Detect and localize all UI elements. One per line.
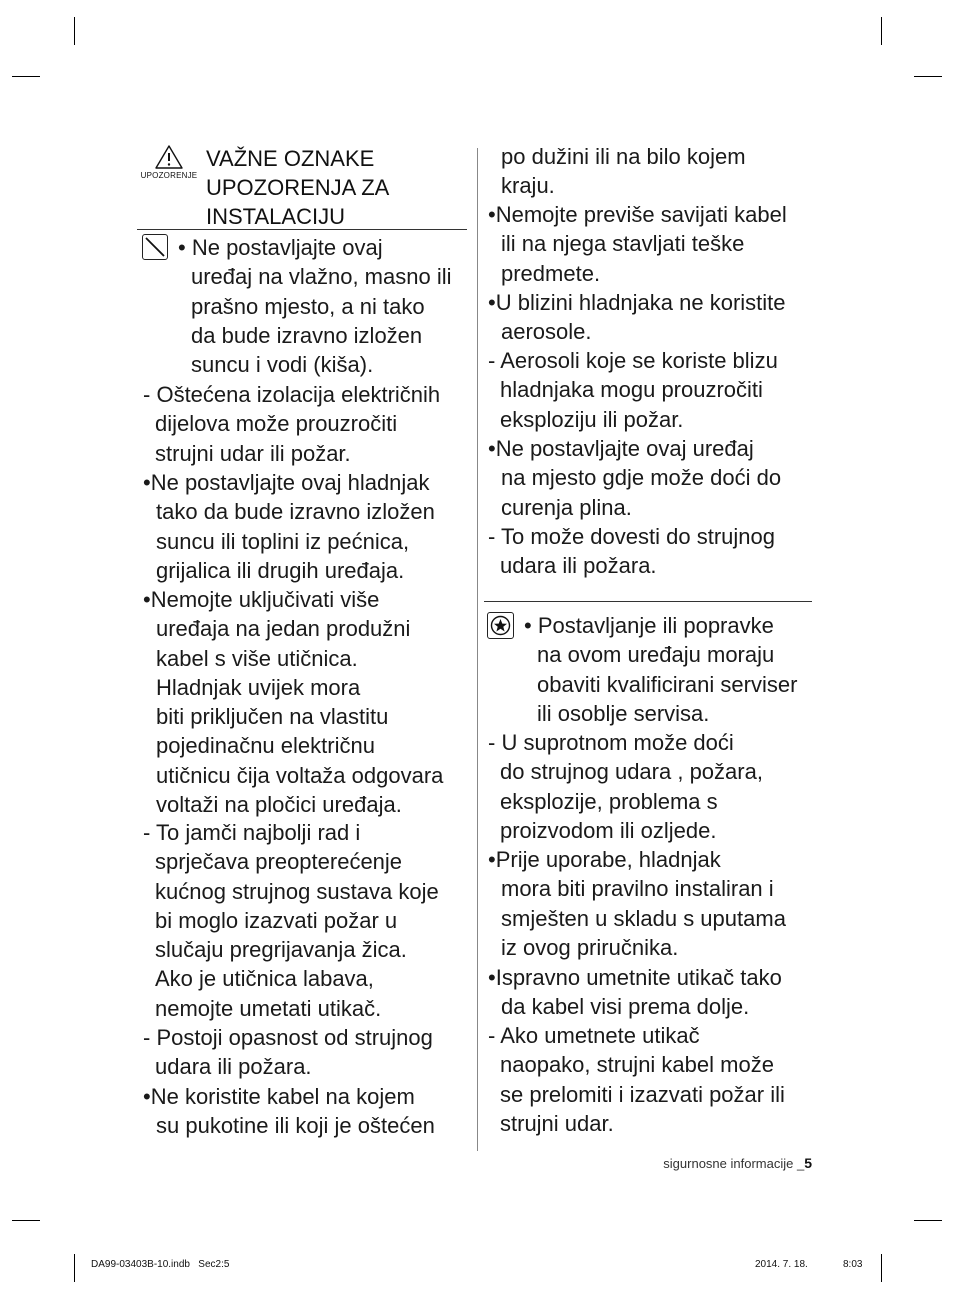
list-item: •Ne koristite kabel na kojem su pukotine ili koji je oštećen bbox=[143, 1084, 435, 1139]
star-box-icon bbox=[488, 613, 513, 638]
heading-rule bbox=[137, 229, 467, 230]
important-symbol bbox=[487, 612, 514, 639]
page-footer: sigurnosne informacije _5 bbox=[663, 1155, 812, 1171]
list-item: - Postoji opasnost od strujnog udara ili požara. bbox=[143, 1025, 433, 1080]
list-item: - U suprotnom može doći do strujnog udara , požara, eksplozije, problema s proizvodom ili ozljede. bbox=[488, 730, 763, 843]
section-rule bbox=[484, 601, 812, 602]
crop-mark bbox=[914, 1220, 942, 1221]
list-item: •Nemojte previše savijati kabel ili na njega stavljati teške predmete. bbox=[488, 202, 787, 286]
print-date: 2014. 7. 18. bbox=[755, 1259, 808, 1270]
list-item: - To može dovesti do strujnog udara ili požara. bbox=[488, 524, 775, 579]
list-item: •Ispravno umetnite utikač tako da kabel visi prema dolje. bbox=[488, 965, 782, 1020]
warning-badge bbox=[137, 144, 201, 180]
crop-mark bbox=[74, 1254, 75, 1282]
crop-mark bbox=[12, 1220, 40, 1221]
list-item: •Ne postavljajte ovaj hladnjak tako da bude izravno izložen suncu ili toplini iz pećnica, grijalica ili drugih uređaja. bbox=[143, 470, 435, 583]
warning-triangle-icon bbox=[154, 144, 184, 170]
section-title: VAŽNE OZNAKE UPOZORENJA ZA INSTALACIJU bbox=[206, 146, 390, 229]
warning-label: UPOZORENJE bbox=[140, 171, 198, 180]
crop-mark bbox=[12, 76, 40, 77]
list-item: - Ako umetnete utikač naopako, strujni kabel može se prelomiti i izazvati požar ili strujni udar. bbox=[488, 1023, 785, 1136]
crop-mark bbox=[881, 17, 882, 45]
list-item: - Oštećena izolacija električnih dijelova može prouzročiti strujni udar ili požar. bbox=[143, 382, 441, 466]
list-item: • Postavljanje ili popravke na ovom uređaju moraju obaviti kvalificirani serviser ili osoblje servisa. bbox=[524, 613, 798, 726]
list-item: - Aerosoli koje se koriste blizu hladnjaka mogu prouzročiti eksploziju ili požar. bbox=[488, 348, 778, 432]
crop-mark bbox=[914, 76, 942, 77]
list-item: • Ne postavljajte ovaj uređaj na vlažno, masno ili prašno mjesto, a ni tako da bude izravno izložen suncu i vodi (kiša). bbox=[178, 235, 452, 378]
crop-mark bbox=[74, 17, 75, 45]
print-time: 8:03 bbox=[843, 1259, 863, 1270]
list-item: •Nemojte uključivati više uređaja na jedan produžni kabel s više utičnica. Hladnjak uvijek mora biti priključen na vlastitu pojedinačnu električnu utičnicu čija voltaža odgovara voltaži na pločici uređaja. bbox=[143, 587, 444, 818]
list-item: •U blizini hladnjaka ne koristite aerosole. bbox=[488, 290, 786, 345]
list-item: - To jamči najbolji rad i sprječava preopterećenje kućnog strujnog sustava koje bi moglo izazvati požar u slučaju pregrijavanja žica. Ako je utičnica labava, nemojte umetati utikač. bbox=[143, 820, 439, 1021]
crop-mark bbox=[881, 1254, 882, 1282]
list-item: •Ne postavljajte ovaj uređaj na mjesto gdje može doći do curenja plina. bbox=[488, 436, 782, 520]
list-item-continuation: po dužini ili na bilo kojem kraju. bbox=[501, 144, 746, 199]
print-file-info: DA99-03403B-10.indb Sec2:5 bbox=[91, 1259, 230, 1270]
list-item: •Prije uporabe, hladnjak mora biti pravilno instaliran i smješten u skladu s uputama iz ovog priručnika. bbox=[488, 847, 786, 960]
prohibition-icon bbox=[143, 235, 167, 259]
prohibition-symbol bbox=[142, 234, 168, 260]
page-number: 5 bbox=[804, 1155, 812, 1171]
